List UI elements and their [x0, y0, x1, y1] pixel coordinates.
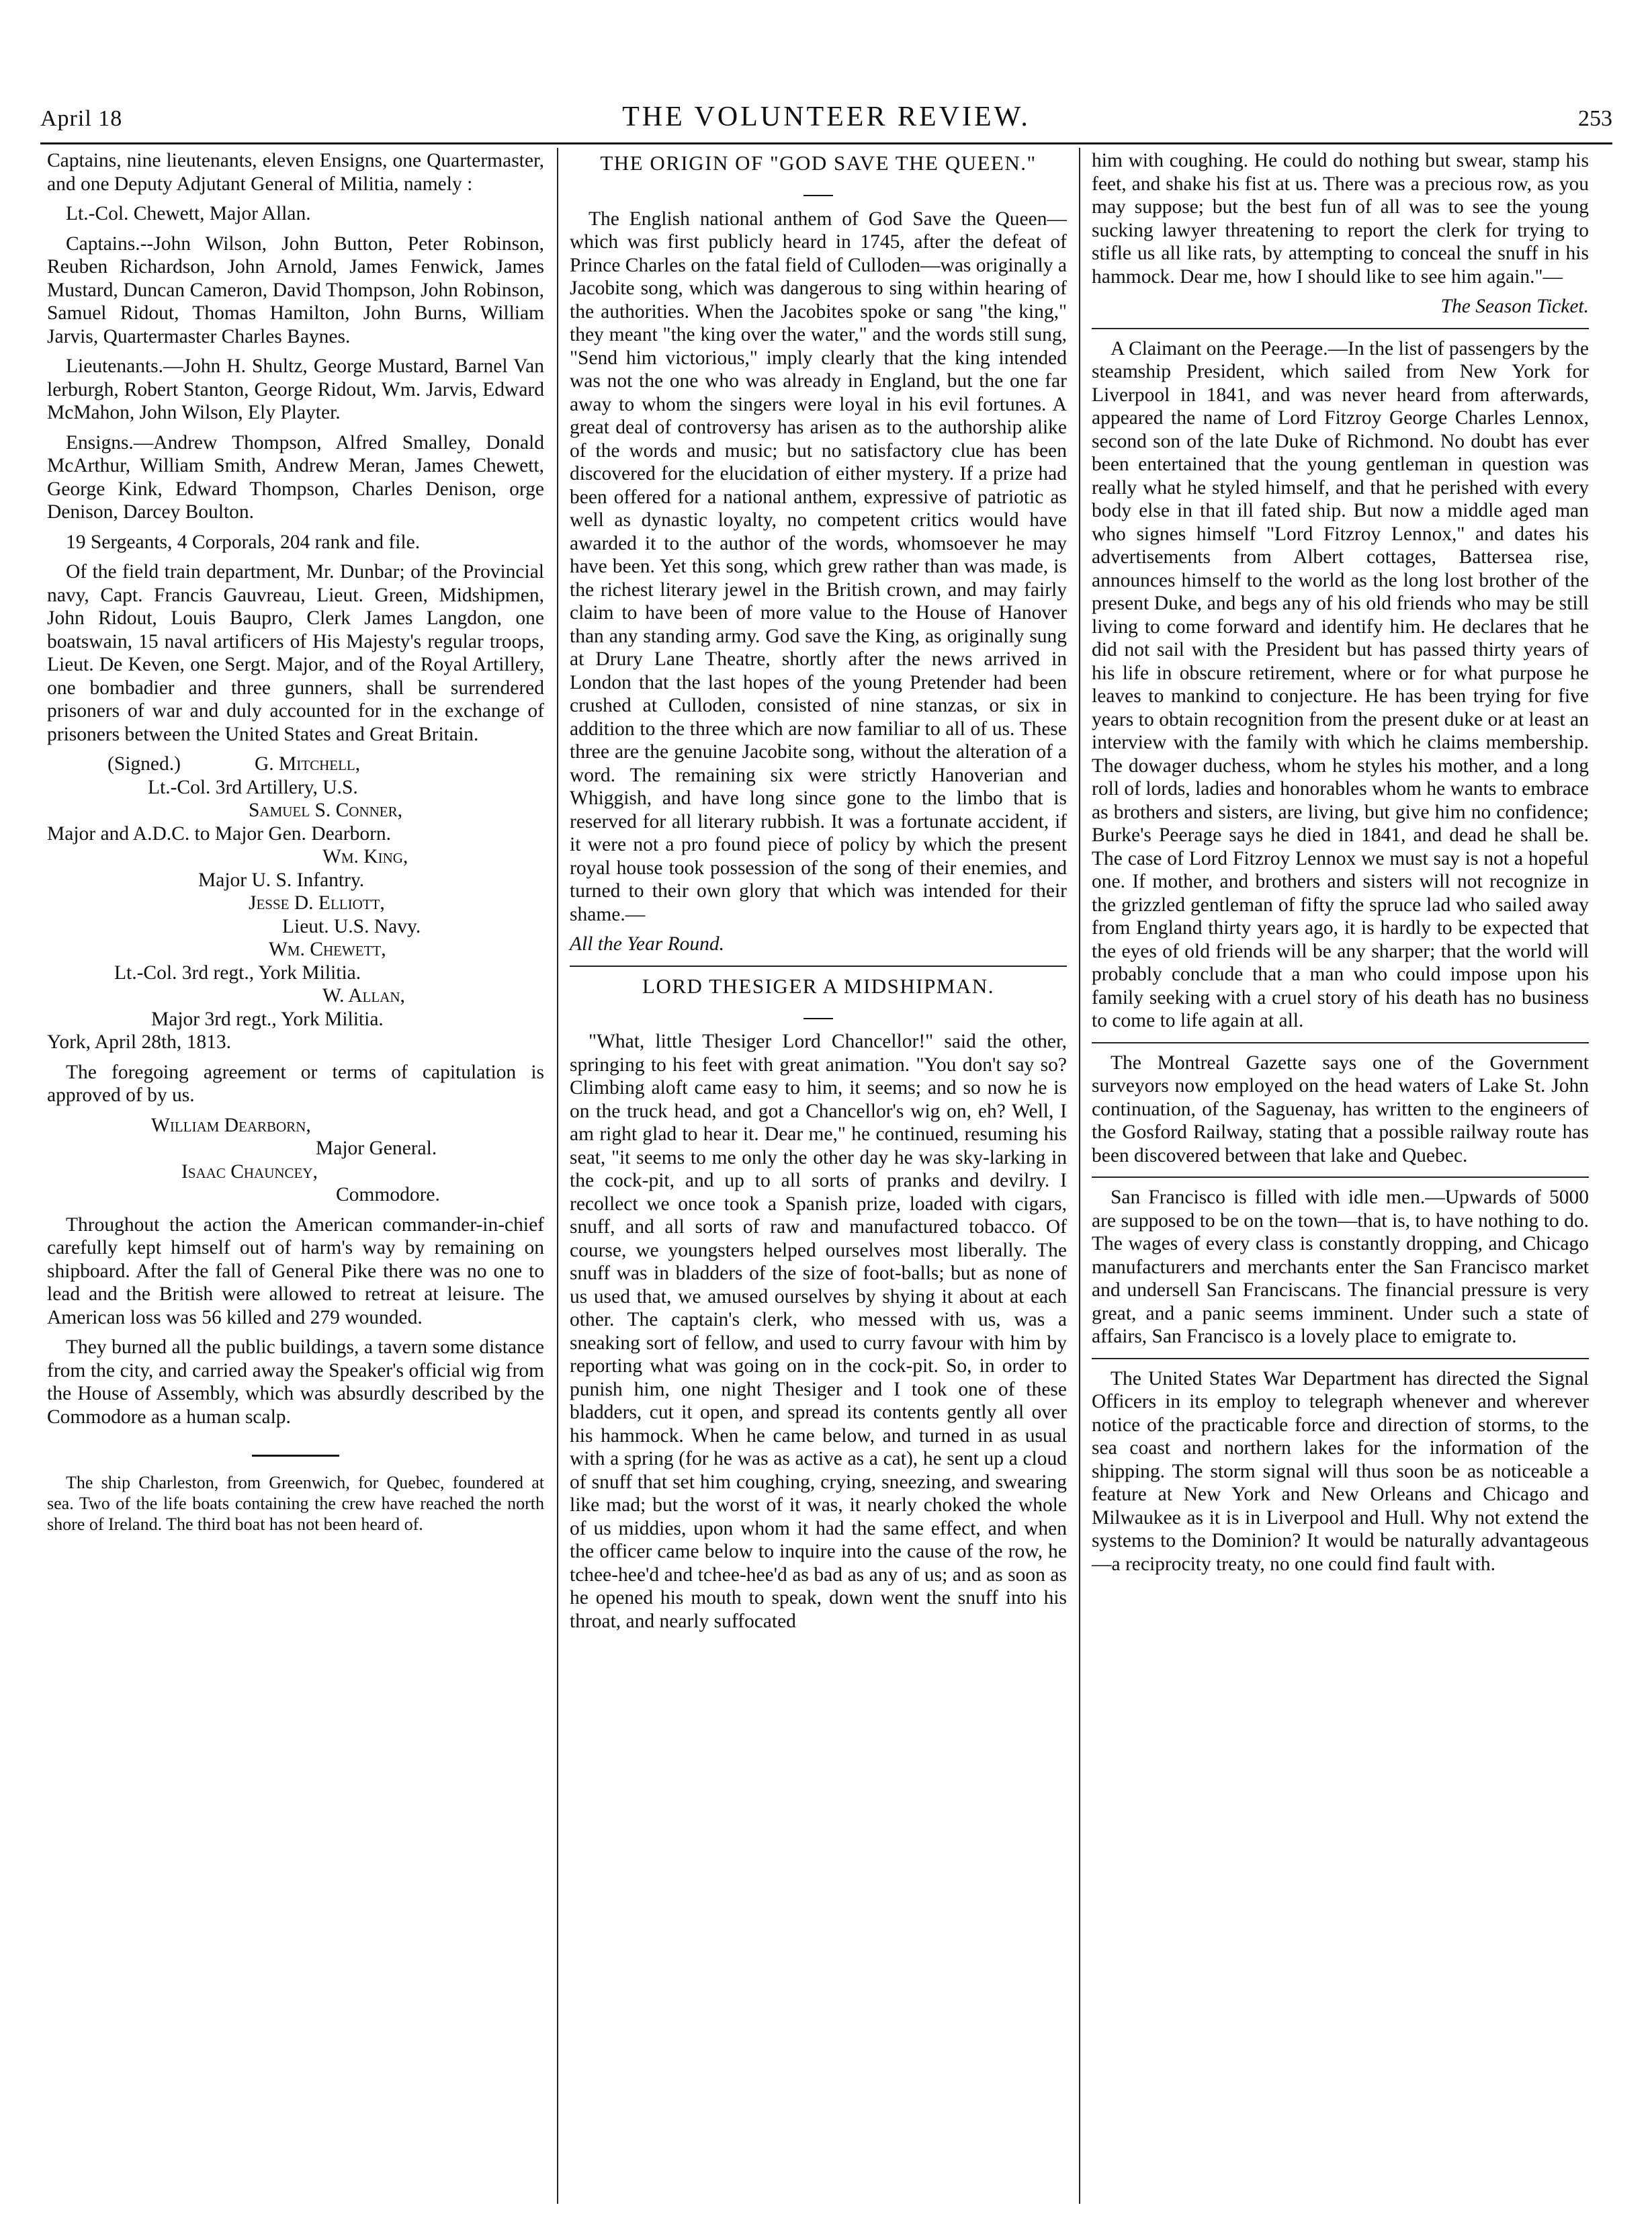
signatory-name: Jesse D. Elliott,	[249, 892, 385, 914]
ensigns-list: Ensigns.—Andrew Thompson, Alfred Smalley, Donald McArthur, William Smith, Andrew Meran, James Chewett, George Kink, Edward Thompson, Charles Denison, orge Denison, Darcey Boulton.	[47, 431, 544, 523]
article-separator	[570, 966, 1067, 967]
news-item: A Claimant on the Peerage.—In the list of passengers by the steamship President, which sailed from New York for Liverpool in 1841, and was never heard from afterwards, appeared the name of Lord Fitzroy George Charles Lennox, second son of the late Duke of Richmond. No doubt has ever been entertained that the young gentleman in question was really what he styled himself, and that he perished with every body else in that ill fated ship. But now a middle aged man who signes himself "Lord Fitzroy Lennox," and dates his advertisements from Albert cottages, Battersea rise, announces himself to the world as the long lost brother of the present Duke, and begs any of his old friends who may be still living to come forward and identify him. He declares that he did not sail with the President but has passed thirty years of his life in obscure retirement, where or for what purpose he leaves to mankind to conjecture. He has been trying for five years to obtain recognition from the present duke or at least an interview with the family with which he claims membership. The dowager duchess, whom he styles his mother, and a long roll of lords, ladies and honorables whom he wants to embrace as brothers and sisters, are living, but give him no confidence; Burke's Peerage says he died in 1841, and dead he shall be. The case of Lord Fitzroy Lennox we must say is not a hopeful one. If mother, and brothers and sisters will not recognize in the grizzled gentleman of fifty the spruce lad who sailed away from England thirty years ago, it is hardly to be expected that the eyes of old friends will be any sharper; that the world will probably conclude that a man who could impose upon his family seeking with a cruel story of his death has no business to come to life again at all.	[1092, 337, 1589, 1031]
title-dash	[570, 1002, 1067, 1025]
paragraph: They burned all the public buildings, a tavern some distance from the city, and carried away the Speaker's official wig from the House of Assembly, which was absurdly described by the Commodore as a human scalp.	[47, 1336, 544, 1428]
article-body: "What, little Thesiger Lord Chancellor!" said the other, springing to his feet with great animation. "You don't say so? Climbing aloft came easy to him, it seems; and so now he is on the truck head, and got a Chancellor's wig on, eh? Well, I am right glad to hear it. Dear me," he continued, resuming his seat, "it seems to me only the other day he was sky-larking in the cock-pit, and up to all sorts of pranks and devilry. I recollect we once took a Spanish prize, loaded with cigars, snuff, and all sorts of raw and manufactured tobacco. Of course, we youngsters helped ourselves most liberally. The snuff was in bladders of the size of foot-balls; but as none of us used that, we amused ourselves by shying it about at each other. The captain's clerk, who messed with us, was a sneaking sort of fellow, and used to curry favour with him by reporting what was going on in the cock-pit. So, in order to punish him, one night Thesiger and I took one of these bladders, cut it open, and spread its contents gently all over his hammock. When he came below, and turned in as usual with a spring (for he was as active as a cat), he sent up a cloud of snuff that set him coughing, crying, sneezing, and swearing like mad; but the worst of it was, it nearly choked the whole of us middies, upon whom it had the same effect, and when the officer came below to inquire into the cause of the row, he tchee-hee'd and tchee-hee'd as bad as any of us; and as soon as he opened his mouth to speak, down went the snuff into his throat, and nearly suffocated	[570, 1031, 1067, 1632]
news-item: The Montreal Gazette says one of the Government surveyors now employed on the head waters of Lake St. John continuation, of the Saguenay, has written to the engineers of the Gosford Railway, stating that a possible railway route has been discovered between that lake and Quebec.	[1092, 1052, 1589, 1166]
article-body: him with coughing. He could do nothing but swear, stamp his feet, and shake his fist at us. There was a precious row, as you may suppose; but the best fun of all was to see the young sucking lawyer threatening to report the clerk for trying to stifle us all like rats, by attempting to conceal the snuff in his hammock. Dear me, how I should like to see him again."—	[1092, 150, 1589, 288]
article-source: The Season Ticket.	[1440, 296, 1589, 317]
news-item: San Francisco is filled with idle men.—Upwards of 5000 are supposed to be on the town—that is, to have nothing to do. The wages of every class is constantly dropping, and Chicago manufacturers and merchants enter the San Francisco market and undersell San Franciscans. The financial pressure is very great, and a panic seems imminent. Under such a state of affairs, San Francisco is a lovely place to emigrate to.	[1092, 1187, 1589, 1347]
signatory-name: Isaac Chauncey,	[181, 1160, 318, 1183]
news-item: The ship Charleston, from Greenwich, for Quebec, foundered at sea. Two of the life boats containing the crew have reached the north shore of Ireland. The third boat has not been heard of.	[47, 1472, 544, 1534]
signatory-title: Major General.	[316, 1138, 437, 1159]
signatory-name: Wm. King,	[322, 846, 408, 867]
news-item: The United States War Department has directed the Signal Officers in its employ to telegraph whenever and wherever notice of the practicable force and direction of storms, to the sea coast and northern lakes for the information of the shipping. The storm signal will thus soon be as noticeable a feature at New York and New Orleans and Chicago and Milwaukee as it is in Liverpool and Hull. Why not extend the systems to the Dominion? It would be naturally advantageous—a reciprocity treaty, no one could find fault with.	[1092, 1367, 1589, 1575]
paragraph: 19 Sergeants, 4 Corporals, 204 rank and file.	[66, 531, 421, 553]
signatory-title: Major 3rd regt., York Militia.	[151, 1008, 384, 1030]
signature-block	[47, 753, 544, 1031]
article-separator	[1092, 1358, 1589, 1359]
masthead-title: THE VOLUNTEER REVIEW.	[622, 101, 1031, 132]
title-dash	[570, 179, 1067, 202]
paragraph: Captains, nine lieutenants, eleven Ensigns, one Quartermaster, and one Deputy Adjutant General of Militia, namely :	[47, 150, 544, 195]
captains-list: Captains.--John Wilson, John Button, Peter Robinson, Reuben Richardson, John Arnold, James Fenwick, James Mustard, Duncan Cameron, David Thompson, John Robinson, Samuel Ridout, Thomas Hamilton, John Burns, William Jarvis, Quartermaster Charles Baynes.	[47, 232, 544, 347]
signatory-title: Lieut. U.S. Navy.	[282, 915, 421, 937]
signatory-title: Major U. S. Infantry.	[198, 869, 365, 891]
column-2	[570, 149, 1067, 1639]
signatory-name: W. Allan,	[322, 985, 405, 1007]
signatory-title: Lt.-Col. 3rd Artillery, U.S.	[148, 776, 358, 798]
page-header	[40, 101, 1612, 141]
paragraph: Of the field train department, Mr. Dunbar; of the Provincial navy, Capt. Francis Gauvreau, Lieut. Green, Midshipmen, John Ridout, Louis Baupro, Clerk James Langdon, one boatswain, 15 naval artificers of His Majesty's regular troops, Lieut. De Keven, one Sergt. Major, and of the Royal Artillery, one bombadier and three gunners, shall be surrendered prisoners of war and duly accounted for in the exchange of prisoners between the United States and Great Britain.	[47, 561, 544, 745]
paragraph: Lt.-Col. Chewett, Major Allan.	[66, 203, 311, 224]
signatory-title: Major and A.D.C. to Major Gen. Dearborn.	[47, 822, 392, 845]
article-title: LORD THESIGER A MIDSHIPMAN.	[642, 974, 994, 998]
paragraph: Throughout the action the American commander-in-chief carefully kept himself out of harm's way by remaining on shipboard. After the fall of General Pike there was no one to lead and the British were allowed to retreat at leisure. The American loss was 56 killed and 279 wounded.	[47, 1213, 544, 1328]
article-separator	[1092, 1176, 1589, 1178]
column-1	[47, 149, 544, 1541]
lieutenants-list: Lieutenants.—John H. Shultz, George Mustard, Barnel Van lerburgh, Robert Stanton, George Ridout, Wm. Jarvis, Edward McMahon, John Wilson, Ely Playter.	[47, 355, 544, 423]
signatory-name: Samuel S. Conner,	[249, 800, 402, 821]
article-body: The English national anthem of God Save the Queen—which was first publicly heard in 1745, after the defeat of Prince Charles on the fatal field of Culloden—was originally a Jacobite song, which was dangerous to sing within hearing of the authorities. When the Jacobites spoke or sang "the king," they meant "the king over the water," and the words still sung, "Send him victorious," imply clearly that the king intended was not the one who was already in England, but the one far away to whom the singers were loyal in his evil fortunes. A great deal of controversy has arisen as to the authorship alike of the words and music; but no satisfactory clue has been discovered for the elucidation of either mystery. If a prize had been offered for a national anthem, expressive of patriotic as well as dynastic loyalty, no competent critics would have awarded it to the author of the words, whomsoever he may have been. Yet this song, which grew rather than was made, is the richest literary jewel in the British crown, and may fairly claim to have been of more value to the House of Hanover than any standing army. God save the King, as originally sung at Drury Lane Theatre, shortly after the news arrived in London that the last hopes of the young Pretender had been crushed at Culloden, consisted of nine stanzas, or six in addition to the three which are now familiar to all of us. These three are the genuine Jacobite song, without the alteration of a word. The remaining six were strictly Hanoverian and Whiggish, and have long since gone to the limbo that is reserved for all literary rubbish. It was a fortunate accident, if it were not a pro found piece of policy by which the present royal house took possession of the song of their enemies, and turned to their own glory that which was intended for their shame.—	[570, 208, 1067, 925]
signed-label: (Signed.)	[107, 753, 181, 775]
signatory-title: Lt.-Col. 3rd regt., York Militia.	[114, 961, 361, 984]
article-source: All the Year Round.	[570, 933, 724, 955]
page-date: April 18	[40, 106, 123, 131]
article-title: THE ORIGIN OF "GOD SAVE THE QUEEN."	[600, 151, 1037, 175]
signatory-name: William Dearborn,	[151, 1114, 311, 1136]
dateline: York, April 28th, 1813.	[47, 1031, 232, 1053]
signatory-title: Commodore.	[336, 1184, 440, 1205]
signatory-name: Wm. Chewett,	[269, 939, 386, 960]
signatory-name: G. Mitchell,	[254, 753, 361, 775]
column-divider	[1079, 148, 1080, 2204]
header-rule	[40, 142, 1612, 144]
signature-block	[47, 1114, 544, 1207]
paragraph: The foregoing agreement or terms of capitulation is approved of by us.	[47, 1061, 544, 1106]
column-divider	[557, 148, 558, 2204]
ornamental-rule	[47, 1439, 544, 1463]
page-number: 253	[1578, 106, 1612, 131]
article-separator	[1092, 1042, 1589, 1043]
column-3	[1092, 149, 1589, 1582]
article-separator	[1092, 328, 1589, 329]
